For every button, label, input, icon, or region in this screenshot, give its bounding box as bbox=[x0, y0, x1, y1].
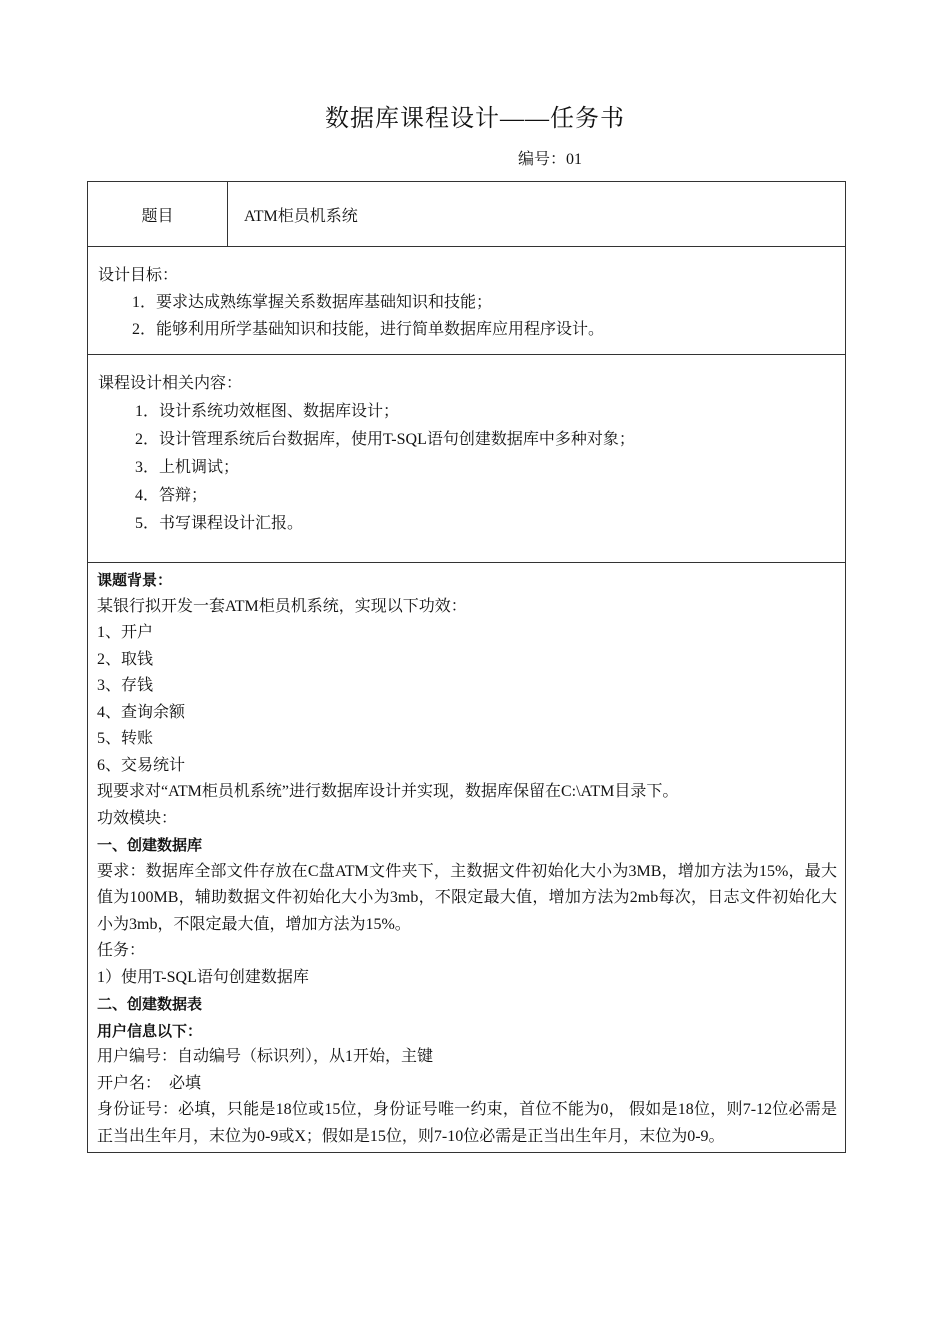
feature-item: 6、交易统计 bbox=[97, 756, 186, 774]
modules-label: 功效模块： bbox=[97, 809, 178, 827]
design-goal-item: 1．要求达成熟练掌握关系数据库基础知识和技能； bbox=[132, 294, 493, 311]
user-info-title: 用户信息以下： bbox=[97, 1021, 203, 1040]
course-content-item: 5．书写课程设计汇报。 bbox=[135, 515, 304, 532]
task-item: 1）使用T-SQL语句创建数据库 bbox=[97, 968, 309, 986]
background-heading: 课题背景： bbox=[97, 571, 173, 589]
field-id-card: 身份证号：必填，只能是18位或15位，身份证号唯一约束，首位不能为0， 假如是18位，则7-12位必需是正当出生年月，末位为0-9或X；假如是15位，则7-10位必需是正当出生年月，末位为0-9。 bbox=[97, 1101, 837, 1145]
topic-label: 题目 bbox=[88, 182, 228, 246]
course-content-item: 2．设计管理系统后台数据库，使用T-SQL语句创建数据库中多种对象； bbox=[135, 431, 635, 448]
feature-item: 2、取钱 bbox=[97, 650, 154, 668]
course-content-item: 1．设计系统功效框图、数据库设计； bbox=[135, 403, 400, 420]
course-content-heading: 课程设计相关内容： bbox=[98, 375, 243, 392]
feature-item: 4、查询余额 bbox=[97, 703, 186, 721]
task-table bbox=[87, 181, 846, 1153]
background-cell bbox=[88, 563, 845, 1152]
design-goal-item: 2．能够利用所学基础知识和技能，进行简单数据库应用程序设计。 bbox=[132, 321, 605, 338]
background-intro: 某银行拟开发一套ATM柜员机系统，实现以下功效： bbox=[97, 597, 467, 615]
topic-value: ATM柜员机系统 bbox=[244, 207, 358, 225]
feature-item: 1、开户 bbox=[97, 624, 154, 641]
course-content-cell bbox=[88, 355, 845, 563]
field-user-id: 用户编号：自动编号（标识列），从1开始，主键 bbox=[97, 1048, 434, 1065]
design-goals-cell bbox=[88, 247, 845, 355]
course-content-item: 4．答辩； bbox=[135, 487, 208, 504]
field-account-name: 开户名： 必填 bbox=[97, 1074, 202, 1092]
course-content-item: 3．上机调试； bbox=[135, 459, 240, 476]
topic-row bbox=[88, 182, 845, 247]
feature-item: 5、转账 bbox=[97, 730, 154, 747]
task-label: 任务： bbox=[97, 942, 146, 959]
requirement-text: 现要求对“ATM柜员机系统”进行数据库设计并实现，数据库保留在C:\ATM目录下。 bbox=[97, 783, 679, 800]
section-create-table-title: 二、创建数据表 bbox=[97, 995, 203, 1013]
section-create-database-title: 一、创建数据库 bbox=[97, 836, 203, 854]
design-goals-heading: 设计目标： bbox=[98, 267, 179, 284]
document-title: 数据库课程设计——任务书 bbox=[325, 106, 625, 132]
feature-item: 3、存钱 bbox=[97, 677, 154, 694]
create-database-requirement: 要求：数据库全部文件存放在C盘ATM文件夹下，主数据文件初始化大小为3MB，增加方法为15%，最大值为100MB，辅助数据文件初始化大小为3mb，不限定最大值，增加方法为2mb每次，日志文件初始化大小为3mb，不限定最大值，增加方法为15%。 bbox=[97, 862, 837, 933]
document-number: 编号：01 bbox=[518, 151, 583, 168]
